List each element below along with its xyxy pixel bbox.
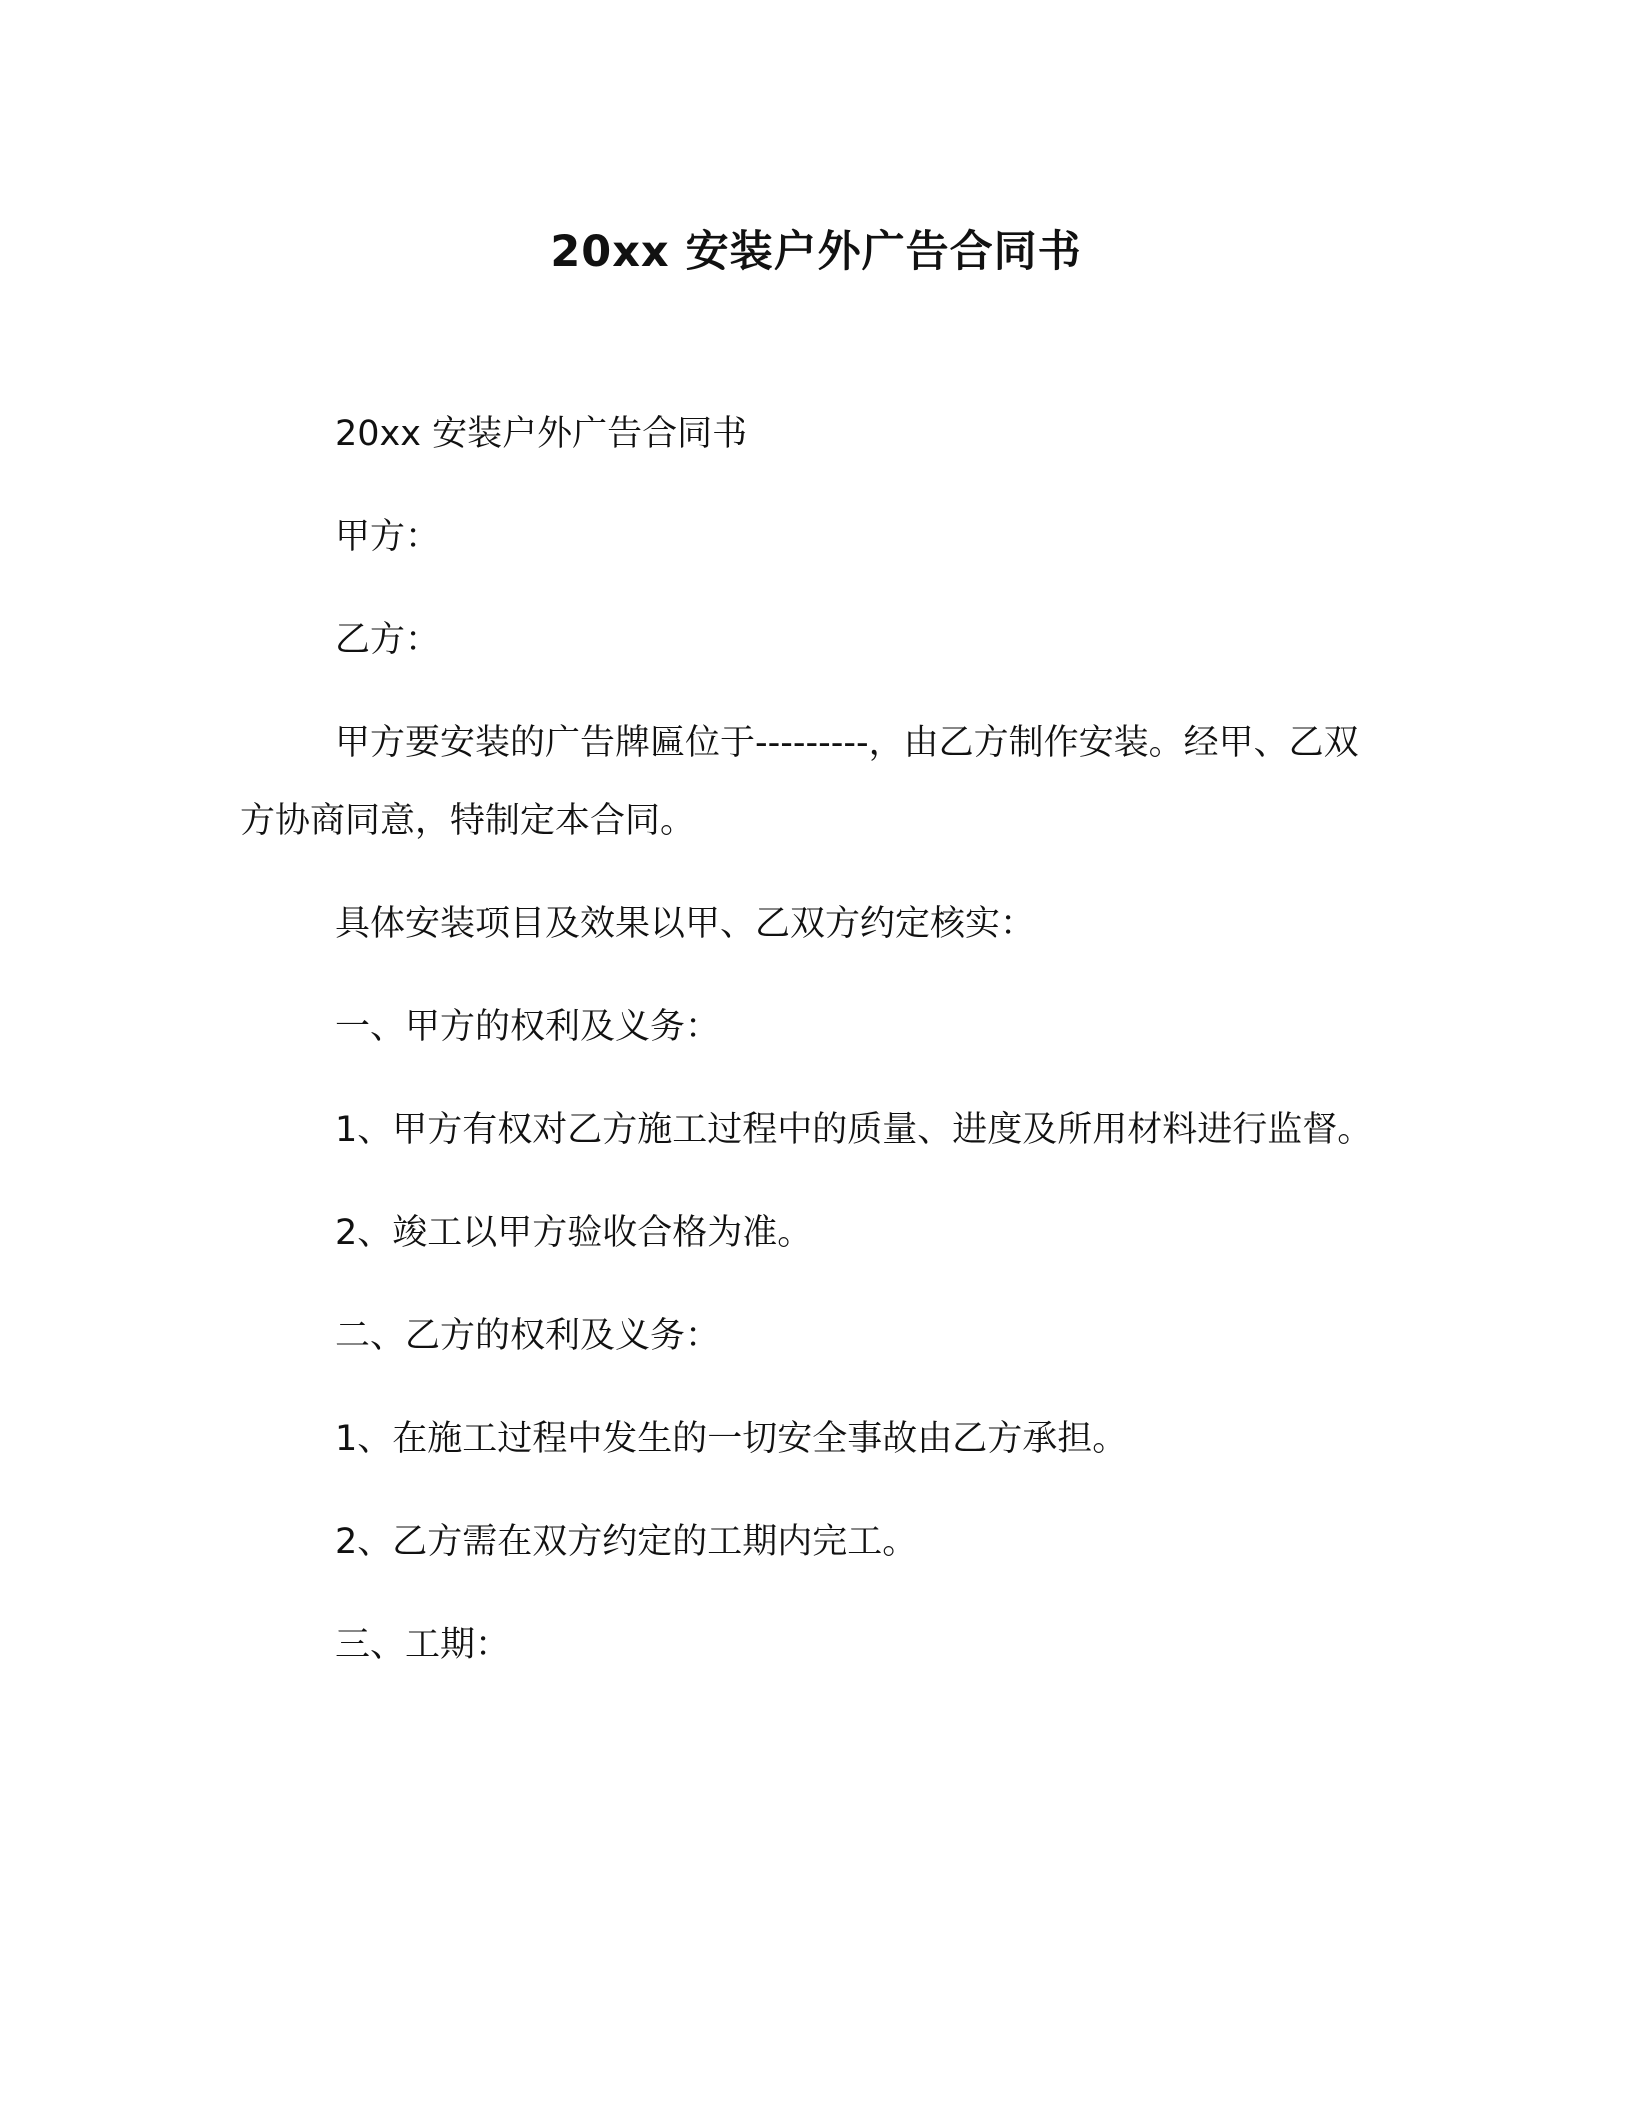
- document-title: 20xx 安装户外广告合同书: [550, 227, 1082, 277]
- paragraph-intro: 甲方要安装的广告牌匾位于---------，由乙方制作安装。经甲、乙双方协商同意，特制定本合同。: [240, 723, 1359, 841]
- paragraph-party-b: 乙方：: [335, 620, 441, 660]
- paragraph-party-a: 甲方：: [335, 517, 441, 557]
- section-heading-party-a: 一、甲方的权利及义务：: [335, 1007, 721, 1047]
- paragraph-party-b-item-1: 1、在施工过程中发生的一切安全事故由乙方承担。: [335, 1419, 1128, 1459]
- paragraph-subtitle: 20xx 安装户外广告合同书: [335, 414, 748, 454]
- paragraph-party-a-item-1: 1、甲方有权对乙方施工过程中的质量、进度及所用材料进行监督。: [335, 1110, 1373, 1150]
- paragraph-items: 具体安装项目及效果以甲、乙双方约定核实：: [335, 904, 1036, 944]
- document-body: [240, 395, 1392, 1709]
- section-heading-schedule: 三、工期：: [335, 1625, 511, 1665]
- paragraph-party-a-item-2: 2、竣工以甲方验收合格为准。: [335, 1213, 813, 1253]
- section-heading-party-b: 二、乙方的权利及义务：: [335, 1316, 721, 1356]
- paragraph-party-b-item-2: 2、乙方需在双方约定的工期内完工。: [335, 1522, 918, 1562]
